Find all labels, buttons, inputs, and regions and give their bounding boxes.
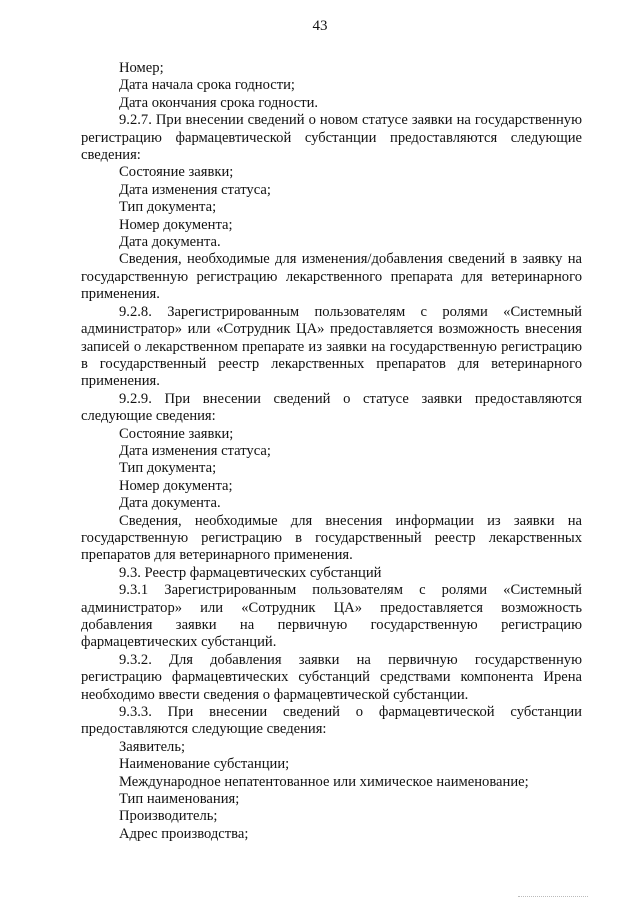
list-item: Дата изменения статуса; xyxy=(119,181,271,198)
list-item: Международное непатентованное или химическое наименование; xyxy=(119,773,529,790)
paragraph-9-2-7: 9.2.7. При внесении сведений о новом статусе заявки на государственную регистрацию фармацевтической субстанции предоставляются следующие сведения: xyxy=(81,112,582,164)
list-item: Адрес производства; xyxy=(119,825,249,842)
list-item: Номер документа; xyxy=(119,477,233,494)
list-item: Дата документа. xyxy=(119,234,221,251)
list-item: Дата изменения статуса; xyxy=(119,442,271,459)
paragraph-9-2-9: 9.2.9. При внесении сведений о статусе заявки предоставляются следующие сведения: xyxy=(81,390,582,425)
paragraph-9-3-2: 9.3.2. Для добавления заявки на первичную государственную регистрацию фармацевтических субстанций средствами компонента Ирена необходимо ввести сведения о фармацевтической субстанции. xyxy=(81,651,582,703)
paragraph-9-2-8: 9.2.8. Зарегистрированным пользователям с ролями «Системный администратор» или «Сотрудник ЦА» предоставляется возможность внесения записей о лекарственном препарате из заявки на государственную регистрацию в государственный реестр лекарственных препаратов для ветеринарного применения. xyxy=(81,303,582,390)
list-item: Наименование субстанции; xyxy=(119,756,290,773)
list-item: Состояние заявки; xyxy=(119,164,234,181)
paragraph-info-1: Сведения, необходимые для изменения/добавления сведений в заявку на государственную регистрацию лекарственного препарата для ветеринарного применения. xyxy=(81,251,582,303)
page-number: 43 xyxy=(312,18,328,34)
list-item: Дата документа. xyxy=(119,495,221,512)
section-heading-9-3: 9.3. Реестр фармацевтических субстанций xyxy=(119,564,382,581)
list-item: Тип наименования; xyxy=(119,791,240,808)
list-item: Номер документа; xyxy=(119,216,233,233)
list-item: Дата начала срока годности; xyxy=(119,77,295,94)
paragraph-info-2: Сведения, необходимые для внесения информации из заявки на государственную регистрацию в государственный реестр лекарственных препаратов для ветеринарного применения. xyxy=(81,512,582,564)
paragraph-9-3-3: 9.3.3. При внесении сведений о фармацевтической субстанции предоставляются следующие сведения: xyxy=(81,704,582,738)
list-item: Номер; xyxy=(119,60,164,76)
list-item: Дата окончания срока годности. xyxy=(119,94,319,111)
scan-artifact xyxy=(518,896,588,905)
list-item: Заявитель; xyxy=(119,738,186,755)
paragraph-9-3-1: 9.3.1 Зарегистрированным пользователям с ролями «Системный администратор» или «Сотрудник ЦА» предоставляется возможность добавления заявки на первичную государственную регистрацию фармацевтических субстанций. xyxy=(81,582,582,651)
list-item: Тип документа; xyxy=(119,460,217,477)
list-item: Тип документа; xyxy=(119,199,217,216)
list-item: Производитель; xyxy=(119,808,218,825)
document-body xyxy=(81,60,582,843)
list-item: Состояние заявки; xyxy=(119,425,234,442)
